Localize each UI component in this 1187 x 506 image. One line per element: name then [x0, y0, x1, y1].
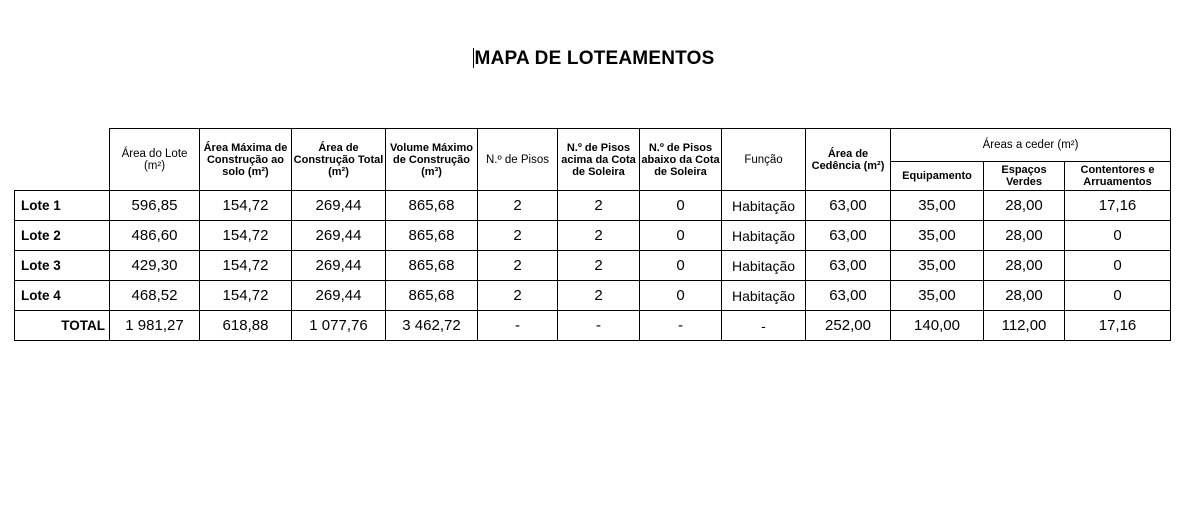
row-label: Lote 3	[15, 251, 110, 281]
cell-funcao: Habitação	[722, 221, 806, 251]
cell-volume: 865,68	[386, 191, 478, 221]
cell-contentores: 0	[1065, 281, 1171, 311]
cell-cedencia: 252,00	[806, 311, 891, 341]
cell-pisos-acima: 2	[558, 221, 640, 251]
cell-equipamento: 140,00	[891, 311, 984, 341]
row-label: Lote 2	[15, 221, 110, 251]
cell-equipamento: 35,00	[891, 221, 984, 251]
cell-area-maxima: 154,72	[200, 251, 292, 281]
table-row	[15, 221, 1171, 251]
cell-area-lote: 1 981,27	[110, 311, 200, 341]
cell-pisos-abaixo: 0	[640, 191, 722, 221]
cell-area-maxima: 154,72	[200, 221, 292, 251]
header-funcao: Função	[722, 129, 806, 191]
cell-pisos-acima: 2	[558, 251, 640, 281]
header-equipamento: Equipamento	[891, 162, 984, 191]
cell-area-construcao: 269,44	[292, 281, 386, 311]
cell-area-construcao: 269,44	[292, 191, 386, 221]
cell-area-maxima: 154,72	[200, 281, 292, 311]
header-espacos-verdes: Espaços Verdes	[984, 162, 1065, 191]
cell-espacos-verdes: 28,00	[984, 221, 1065, 251]
header-contentores: Contentores e Arruamentos	[1065, 162, 1171, 191]
cell-pisos-acima: 2	[558, 191, 640, 221]
cell-equipamento: 35,00	[891, 191, 984, 221]
cell-area-lote: 468,52	[110, 281, 200, 311]
cell-cedencia: 63,00	[806, 251, 891, 281]
cell-espacos-verdes: 112,00	[984, 311, 1065, 341]
total-row	[15, 311, 1171, 341]
cell-area-construcao: 269,44	[292, 221, 386, 251]
cell-cedencia: 63,00	[806, 191, 891, 221]
lots-table	[14, 128, 1171, 341]
cell-espacos-verdes: 28,00	[984, 251, 1065, 281]
table-row	[15, 281, 1171, 311]
header-pisos: N.º de Pisos	[478, 129, 558, 191]
table-row	[15, 251, 1171, 281]
cell-area-construcao: 1 077,76	[292, 311, 386, 341]
cell-pisos-acima: 2	[558, 281, 640, 311]
cell-contentores: 17,16	[1065, 191, 1171, 221]
cell-area-maxima: 154,72	[200, 191, 292, 221]
page-title-text: MAPA DE LOTEAMENTOS	[474, 48, 715, 69]
cell-pisos-abaixo: 0	[640, 281, 722, 311]
cell-funcao: -	[722, 311, 806, 341]
cell-cedencia: 63,00	[806, 221, 891, 251]
cell-pisos: 2	[478, 191, 558, 221]
page-title	[0, 48, 1187, 70]
cell-area-construcao: 269,44	[292, 251, 386, 281]
cell-pisos: 2	[478, 221, 558, 251]
header-areas-ceder: Áreas a ceder (m²)	[891, 129, 1171, 162]
cell-area-maxima: 618,88	[200, 311, 292, 341]
cell-pisos-abaixo: -	[640, 311, 722, 341]
header-volume: Volume Máximo de Construção (m³)	[386, 129, 478, 191]
cell-equipamento: 35,00	[891, 281, 984, 311]
row-label: Lote 1	[15, 191, 110, 221]
total-label: TOTAL	[15, 311, 110, 341]
cell-equipamento: 35,00	[891, 251, 984, 281]
cell-volume: 865,68	[386, 281, 478, 311]
cell-cedencia: 63,00	[806, 281, 891, 311]
cell-contentores: 17,16	[1065, 311, 1171, 341]
cell-volume: 865,68	[386, 221, 478, 251]
cell-espacos-verdes: 28,00	[984, 191, 1065, 221]
cell-contentores: 0	[1065, 221, 1171, 251]
row-label: Lote 4	[15, 281, 110, 311]
cell-funcao: Habitação	[722, 251, 806, 281]
header-pisos-abaixo: N.º de Pisos abaixo da Cota de Soleira	[640, 129, 722, 191]
header-area-construcao: Área de Construção Total (m²)	[292, 129, 386, 191]
cell-volume: 865,68	[386, 251, 478, 281]
header-corner	[15, 129, 110, 191]
cell-pisos: 2	[478, 251, 558, 281]
text-cursor	[473, 48, 474, 68]
cell-pisos: 2	[478, 281, 558, 311]
header-cedencia: Área de Cedência (m²)	[806, 129, 891, 191]
cell-pisos: -	[478, 311, 558, 341]
cell-funcao: Habitação	[722, 191, 806, 221]
table-row	[15, 191, 1171, 221]
cell-pisos-acima: -	[558, 311, 640, 341]
cell-area-lote: 429,30	[110, 251, 200, 281]
cell-area-lote: 486,60	[110, 221, 200, 251]
header-pisos-acima: N.º de Pisos acima da Cota de Soleira	[558, 129, 640, 191]
cell-pisos-abaixo: 0	[640, 221, 722, 251]
cell-espacos-verdes: 28,00	[984, 281, 1065, 311]
cell-volume: 3 462,72	[386, 311, 478, 341]
cell-funcao: Habitação	[722, 281, 806, 311]
header-area-maxima: Área Máxima de Construção ao solo (m²)	[200, 129, 292, 191]
cell-pisos-abaixo: 0	[640, 251, 722, 281]
header-area-lote: Área do Lote (m²)	[110, 129, 200, 191]
cell-area-lote: 596,85	[110, 191, 200, 221]
cell-contentores: 0	[1065, 251, 1171, 281]
